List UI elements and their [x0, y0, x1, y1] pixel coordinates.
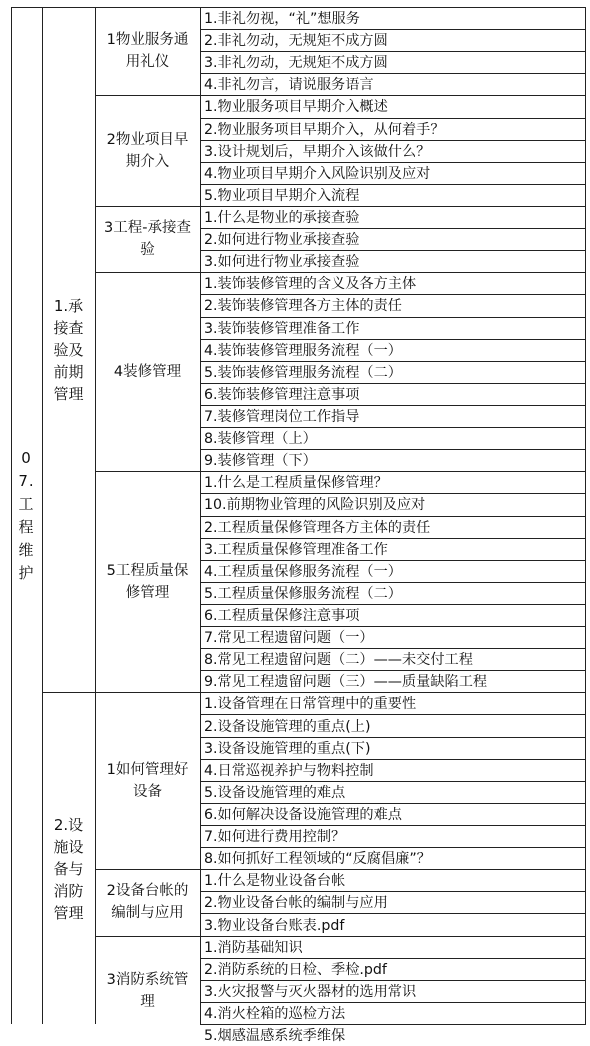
group-title: 5工程质量保修管理 — [106, 562, 189, 601]
list-item: 2.物业服务项目早期介入，从何着手？ — [204, 121, 445, 138]
table-border — [200, 405, 586, 406]
list-item: 2.如何进行物业承接查验 — [204, 232, 360, 249]
group-title: 3工程-承接查验 — [104, 220, 191, 259]
table-border — [200, 118, 586, 119]
table-border — [200, 626, 586, 627]
list-item: 5.设备设施管理的难点 — [204, 784, 346, 801]
list-item: 3.设备设施管理的重点(下) — [204, 740, 371, 757]
group-title: 1物业服务通用礼仪 — [106, 32, 189, 71]
table-border — [200, 140, 586, 141]
list-item: 2.非礼勿动，无规矩不成方圆 — [204, 33, 388, 50]
table-border — [200, 958, 586, 959]
section-title: 2.设施设备与消防管理 — [53, 816, 84, 923]
group-cell — [95, 692, 200, 869]
list-item: 9.装修管理（下） — [204, 453, 317, 470]
list-item: 6.如何解决设备设施管理的难点 — [204, 806, 402, 823]
list-item: 1.设备管理在日常管理中的重要性 — [204, 696, 417, 713]
table-border — [200, 250, 586, 251]
group-title: 2物业项目早期介入 — [106, 131, 189, 170]
list-item: 1.消防基础知识 — [204, 939, 303, 956]
list-item: 3.装饰装修管理准备工作 — [204, 320, 360, 337]
list-item: 3.工程质量保修管理准备工作 — [204, 541, 388, 558]
list-item: 2.工程质量保修管理各方主体的责任 — [204, 519, 431, 536]
group-title: 1如何管理好设备 — [106, 761, 189, 800]
table-border — [200, 759, 586, 760]
list-item: 1.什么是工程质量保修管理？ — [204, 475, 388, 492]
table-border — [200, 361, 586, 362]
table-border — [200, 7, 201, 1024]
table-border — [42, 7, 43, 1024]
table-border — [200, 803, 586, 804]
table-border — [200, 317, 586, 318]
list-item: 2.消防系统的日检、季检.pdf — [204, 961, 387, 978]
list-item: 3.非礼勿动，无规矩不成方圆 — [204, 55, 388, 72]
group-cell — [95, 206, 200, 272]
list-item: 4.工程质量保修服务流程（一） — [204, 563, 402, 580]
list-item: 4.非礼勿言，请说服务语言 — [204, 77, 374, 94]
list-item: 5.物业项目早期介入流程 — [204, 187, 360, 204]
list-item: 4.日常巡视养护与物料控制 — [204, 762, 374, 779]
table-border — [200, 294, 586, 295]
table-border — [200, 913, 586, 914]
module-title: 07.工程维护 — [18, 448, 35, 582]
list-item: 7.装修管理岗位工作指导 — [204, 409, 360, 425]
table-border — [200, 427, 586, 428]
table-border — [200, 604, 586, 605]
list-item: 8.如何抓好工程领域的“反腐倡廉”？ — [204, 851, 431, 868]
table-border — [200, 891, 586, 892]
list-item: 1.非礼勿视，“礼”想服务 — [204, 11, 360, 28]
table-border — [200, 648, 586, 649]
table-border — [95, 7, 96, 1024]
table-border — [11, 7, 586, 8]
list-item: 5.工程质量保修服务流程（二） — [204, 585, 402, 602]
list-item: 3.火灾报警与灭火器材的选用常识 — [204, 983, 417, 1000]
table-border — [200, 449, 586, 450]
group-cell — [95, 869, 200, 935]
list-item: 6.工程质量保修注意事项 — [204, 607, 360, 624]
list-item: 8.常见工程遗留问题（二）——未交付工程 — [204, 652, 473, 669]
table-border — [200, 980, 586, 981]
list-item: 1.什么是物业的承接查验 — [204, 210, 360, 227]
table-border — [200, 339, 586, 340]
table-border — [200, 162, 586, 163]
group-title: 3消防系统管理 — [106, 971, 189, 1010]
table-border — [200, 228, 586, 229]
table-border — [200, 560, 586, 561]
table-border — [200, 383, 586, 384]
list-item: 1.什么是物业设备台帐 — [204, 873, 346, 890]
section-title: 1.承接查验及前期管理 — [53, 296, 84, 403]
table-border — [200, 1002, 586, 1003]
group-cell — [95, 272, 200, 471]
list-item: 4.消火栓箱的巡检方法 — [204, 1005, 346, 1022]
list-item: 5.装饰装修管理服务流程（二） — [204, 364, 402, 381]
list-item: 3.如何进行物业承接查验 — [204, 254, 360, 271]
table-border — [200, 847, 586, 848]
table-border — [200, 29, 586, 30]
table-border — [200, 714, 586, 715]
group-title: 4装修管理 — [113, 363, 182, 380]
list-item: 2.设备设施管理的重点(上) — [204, 718, 371, 735]
table-border — [200, 737, 586, 738]
section-cell — [42, 7, 95, 692]
list-item: 1.物业服务项目早期介入概述 — [204, 99, 388, 116]
group-cell — [95, 95, 200, 206]
list-item: 3.设计规划后，早期介入该做什么？ — [204, 143, 431, 160]
list-item: 10.前期物业管理的风险识别及应对 — [204, 497, 426, 514]
list-item: 9.常见工程遗留问题（三）——质量缺陷工程 — [204, 674, 488, 691]
table-border — [200, 825, 586, 826]
group-cell — [95, 7, 200, 95]
list-item: 8.装修管理（上） — [204, 431, 317, 448]
list-item: 7.常见工程遗留问题（一） — [204, 630, 374, 647]
group-title: 2设备台帐的编制与应用 — [106, 883, 189, 922]
module-cell — [11, 7, 42, 1024]
table-border — [585, 7, 586, 1024]
table-border — [200, 670, 586, 671]
list-item: 4.物业项目早期介入风险识别及应对 — [204, 165, 431, 182]
table-border — [200, 73, 586, 74]
group-cell — [95, 471, 200, 692]
table-border — [200, 781, 586, 782]
list-item: 1.装饰装修管理的含义及各方主体 — [204, 276, 417, 293]
list-item: 4.装饰装修管理服务流程（一） — [204, 342, 402, 359]
table-border — [200, 538, 586, 539]
table-border — [200, 1024, 586, 1025]
table-border — [200, 184, 586, 185]
list-item: 5.烟感温感系统季维保 — [204, 1028, 346, 1045]
list-item: 2.装饰装修管理各方主体的责任 — [204, 298, 402, 315]
section-cell — [42, 692, 95, 1046]
table-border — [200, 582, 586, 583]
table-border — [200, 516, 586, 517]
list-item: 6.装饰装修管理注意事项 — [204, 386, 360, 403]
list-item: 7.如何进行费用控制？ — [204, 829, 346, 846]
table-border — [200, 493, 586, 494]
list-item: 2.物业设备台帐的编制与应用 — [204, 895, 388, 912]
table-border — [11, 7, 12, 1024]
table-border — [200, 51, 586, 52]
group-cell — [95, 936, 200, 1046]
list-item: 3.物业设备台账表.pdf — [204, 917, 345, 934]
